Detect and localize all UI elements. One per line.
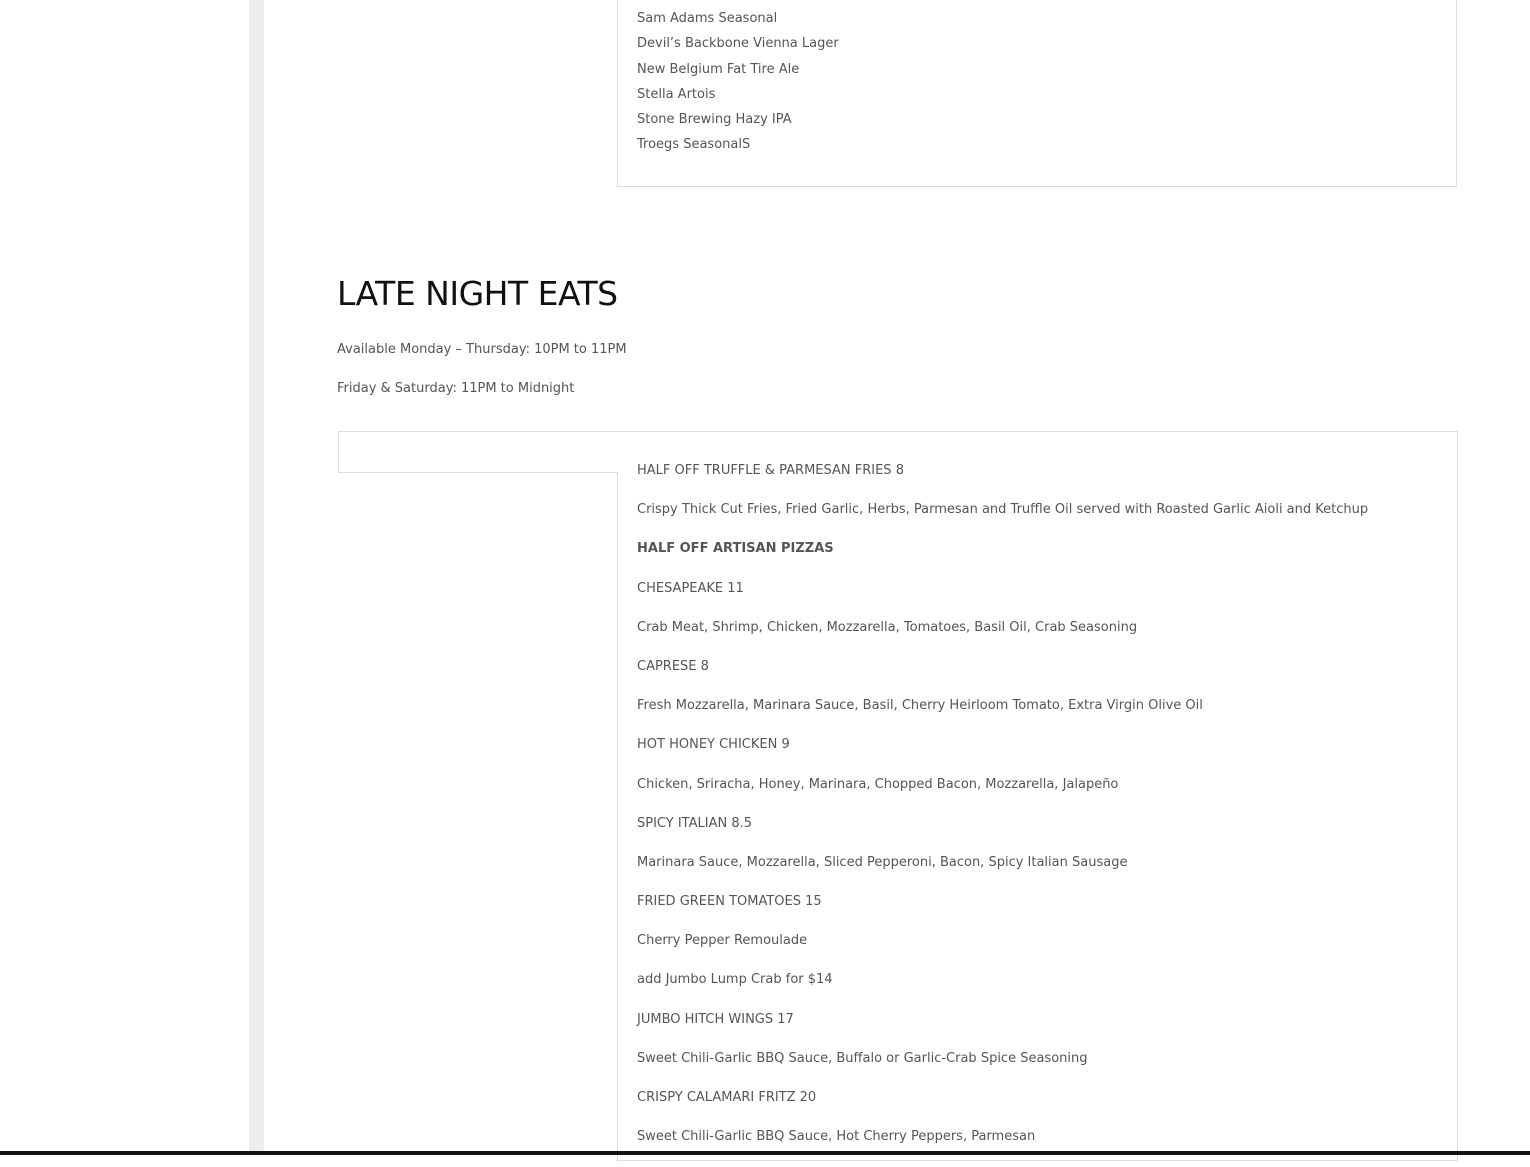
menu-line: CHESAPEAKE 11: [637, 580, 744, 596]
menu-panel-divider: [617, 472, 618, 1162]
section-title: LATE NIGHT EATS: [337, 274, 618, 313]
menu-line: Fresh Mozzarella, Marinara Sauce, Basil, Cherry Heirloom Tomato, Extra Virgin Olive Oil: [637, 698, 1203, 714]
menu-line: Cherry Pepper Remoulade: [637, 933, 808, 949]
menu-line: Sweet Chili-Garlic BBQ Sauce, Hot Cherry Peppers, Parmesan: [637, 1129, 1036, 1145]
menu-line: CRISPY CALAMARI FRITZ 20: [637, 1090, 817, 1105]
beer-list-item: Troegs SeasonalS: [637, 137, 751, 153]
beer-list-item: Sam Adams Seasonal: [637, 11, 778, 27]
menu-line: Marinara Sauce, Mozzarella, Sliced Pepperoni, Bacon, Spicy Italian Sausage: [637, 854, 1128, 870]
menu-line: JUMBO HITCH WINGS 17: [637, 1011, 794, 1027]
left-gutter-stripe: [249, 0, 264, 1152]
menu-line: HALF OFF ARTISAN PIZZAS: [637, 541, 834, 557]
availability-weekend: Friday & Saturday: 11PM to Midnight: [337, 381, 575, 396]
menu-line: FRIED GREEN TOMATOES 15: [637, 894, 822, 910]
menu-list: [637, 462, 1368, 1167]
menu-line: Crispy Thick Cut Fries, Fried Garlic, Herbs, Parmesan and Truffle Oil served with Roasted Garlic Aioli and Ketchup: [637, 502, 1369, 518]
menu-line: Crab Meat, Shrimp, Chicken, Mozzarella, Tomatoes, Basil Oil, Crab Seasoning: [637, 619, 1138, 635]
beer-list-item: Stone Brewing Hazy IPA: [637, 111, 792, 127]
beer-list: [637, 0, 839, 157]
menu-line: SPICY ITALIAN 8.5: [637, 815, 753, 831]
menu-line: add Jumbo Lump Crab for $14: [637, 972, 833, 988]
beer-list-item: Stella Artois: [637, 86, 716, 102]
availability-weekdays: Available Monday – Thursday: 10PM to 11PM: [337, 342, 627, 357]
menu-tab[interactable]: [338, 431, 618, 473]
beer-list-item: New Belgium Fat Tire Ale: [637, 61, 800, 77]
menu-line: HOT HONEY CHICKEN 9: [637, 737, 790, 753]
menu-line: Sweet Chili-Garlic BBQ Sauce, Buffalo or Garlic-Crab Spice Seasoning: [637, 1050, 1088, 1066]
menu-line: CAPRESE 8: [637, 658, 709, 674]
bottom-bar: [0, 1151, 1530, 1155]
menu-line: Chicken, Sriracha, Honey, Marinara, Chopped Bacon, Mozzarella, Jalapeño: [637, 776, 1119, 792]
menu-line: HALF OFF TRUFFLE & PARMESAN FRIES 8: [637, 463, 904, 478]
beer-list-item: Devil’s Backbone Vienna Lager: [637, 36, 839, 52]
